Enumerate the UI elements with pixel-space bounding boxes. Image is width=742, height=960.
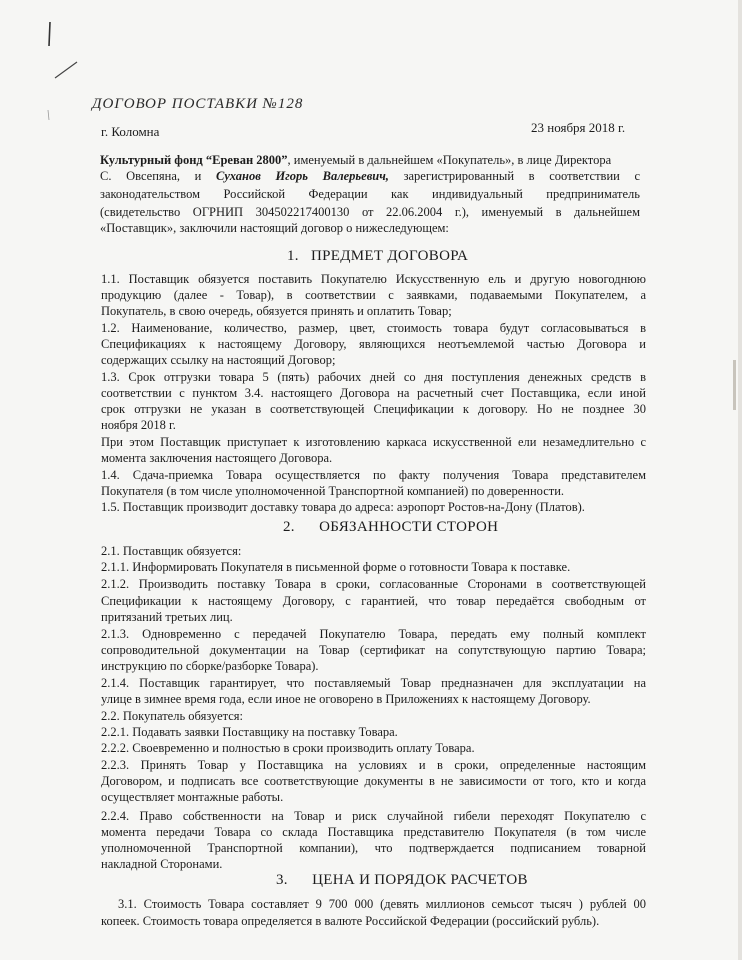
- section-1-line: 1.1. Поставщик обязуется поставить Покупателю Искусственную ель и другую новогоднюю: [101, 272, 646, 286]
- section-1-line: 1.2. Наименование, количество, размер, цвет, стоимость товара будут согласовываться в: [101, 321, 646, 335]
- buyer-name: Культурный фонд “Ереван 2800”: [100, 153, 288, 167]
- section-2-line: осуществляет монтажные работы.: [101, 790, 284, 804]
- section-2-line: накладной Сторонами.: [101, 857, 223, 871]
- section-1-line: Спецификациях к настоящему Договору, являющихся неотъемлемой частью Договора и: [101, 337, 646, 351]
- section-2-line: 2.2. Покупатель обязуется:: [101, 709, 244, 723]
- contract-date: 23 ноября 2018 г.: [531, 120, 626, 135]
- parties-line-1: Культурный фонд “Ереван 2800”, именуемый в дальнейшем «Покупатель», в лице Директора: [100, 153, 612, 167]
- section-1-line: продукцию (далее - Товар), в соответствии с заявками, подаваемыми Покупателем, а: [101, 288, 646, 302]
- section-1-line: срок отгрузки не указан в соответствующей Спецификации к договору. Но не позднее 30: [101, 402, 646, 416]
- section-2-line: 2.2.4. Право собственности на Товар и риск случайной гибели переходят Покупателю с: [101, 809, 646, 823]
- edge-shadow: [733, 360, 736, 410]
- section-2-line: улице в зимнее время года, если иное не оговорено в Приложениях к настоящему Договору.: [101, 692, 591, 706]
- section-2-line: уполномоченной Транспортной компании), что подтверждается подписанием товарной: [101, 841, 646, 855]
- section-1-line: При этом Поставщик приступает к изготовлению каркаса искусственной ели незамедлительно с: [101, 435, 646, 449]
- pen-mark: [49, 22, 50, 46]
- section-2-line: 2.1.2. Производить поставку Товара в сроки, согласованные Сторонами в соответствующей: [101, 577, 646, 591]
- pen-mark: [48, 110, 49, 120]
- section-2-line: притязаний третьих лиц.: [101, 610, 233, 624]
- section-2-line: сопроводительной документации на Товар (сертификат на сопутствующую партию Товара;: [101, 643, 646, 657]
- section-1-line: ноября 2018 г.: [101, 418, 176, 432]
- section-3-heading: 3. ЦЕНА И ПОРЯДОК РАСЧЕТОВ: [276, 872, 528, 888]
- section-2-line: момента передачи Товара со склада Поставщика представителю Покупателя (в том числе: [101, 825, 646, 839]
- parties-line-2: С. Овсепяна, и Суханов Игорь Валерьевич, зарегистрированный в соответствии с: [100, 169, 640, 183]
- contract-city: г. Коломна: [101, 124, 160, 139]
- section-2-line: 2.2.1. Подавать заявки Поставщику на поставку Товара.: [101, 725, 398, 739]
- parties-line-4: (свидетельство ОГРНИП 304502217400130 от 22.06.2004 г.), именуемый в дальнейшем: [100, 205, 640, 219]
- section-1-line: 1.3. Срок отгрузки товара 5 (пять) рабочих дней со дня поступления денежных средств в: [101, 370, 646, 384]
- parties-line-5: «Поставщик», заключили настоящий договор о нижеследующем:: [100, 221, 449, 235]
- section-1-line: 1.5. Поставщик производит доставку товара до адреса: аэропорт Ростов-на-Дону (Платов).: [101, 500, 585, 514]
- parties-line-3: законодательством Российской Федерации как индивидуальный предприниматель: [100, 187, 640, 201]
- section-1-heading: 1. ПРЕДМЕТ ДОГОВОРА: [287, 248, 469, 264]
- section-3-line: копеек. Стоимость товара определяется в валюте Российской Федерации (российский рубль).: [101, 914, 600, 928]
- section-1-line: Покупатель, в свою очередь, обязуется принять и оплатить Товар;: [101, 304, 452, 318]
- section-1-line: момента заключения настоящего Договора.: [101, 451, 333, 465]
- section-2-line: 2.1. Поставщик обязуется:: [101, 544, 242, 558]
- supplier-name: Суханов Игорь Валерьевич,: [215, 169, 389, 183]
- section-2-line: 2.2.3. Принять Товар у Поставщика на условиях и в сроки, определенные настоящим: [101, 758, 646, 772]
- section-2-line: 2.1.4. Поставщик гарантирует, что поставляемый Товар предназначен для эксплуатации на: [101, 676, 646, 690]
- section-2-line: Спецификации к настоящему Договору, с гарантией, что товар передаётся свободным от: [101, 594, 646, 608]
- contract-title: ДОГОВОР ПОСТАВКИ №128: [92, 96, 304, 112]
- section-2-line: инструкцию по сборке/разборке Товара).: [101, 659, 319, 673]
- section-3-line: 3.1. Стоимость Товара составляет 9 700 000 (девять миллионов семьсот тысяч ) рублей 00: [118, 897, 646, 911]
- edge-shadow: [738, 0, 742, 960]
- section-2-line: 2.1.3. Одновременно с передачей Покупателю Товара, передать ему полный комплект: [101, 627, 646, 641]
- section-2-line: 2.1.1. Информировать Покупателя в письменной форме о готовности Товара к поставке.: [101, 560, 571, 574]
- section-1-line: Покупателя (в том числе уполномоченной Транспортной компанией) по доверенности.: [101, 484, 565, 498]
- section-2-line: Договором, и подписать все соответствующие документы в не зависимости от того, кто и когда: [101, 774, 646, 788]
- section-1-line: содержащих ссылку на настоящий Договор;: [101, 353, 336, 367]
- section-1-line: соответствии с пунктом 3.4. настоящего Договора на расчетный счет Поставщика, если иной: [101, 386, 646, 400]
- section-2-heading: 2. ОБЯЗАННОСТИ СТОРОН: [283, 519, 499, 535]
- pen-mark: [55, 62, 77, 78]
- section-1-line: 1.4. Сдача-приемка Товара осуществляется по факту получения Товара представителем: [101, 468, 646, 482]
- section-2-line: 2.2.2. Своевременно и полностью в сроки производить оплату Товара.: [101, 741, 475, 755]
